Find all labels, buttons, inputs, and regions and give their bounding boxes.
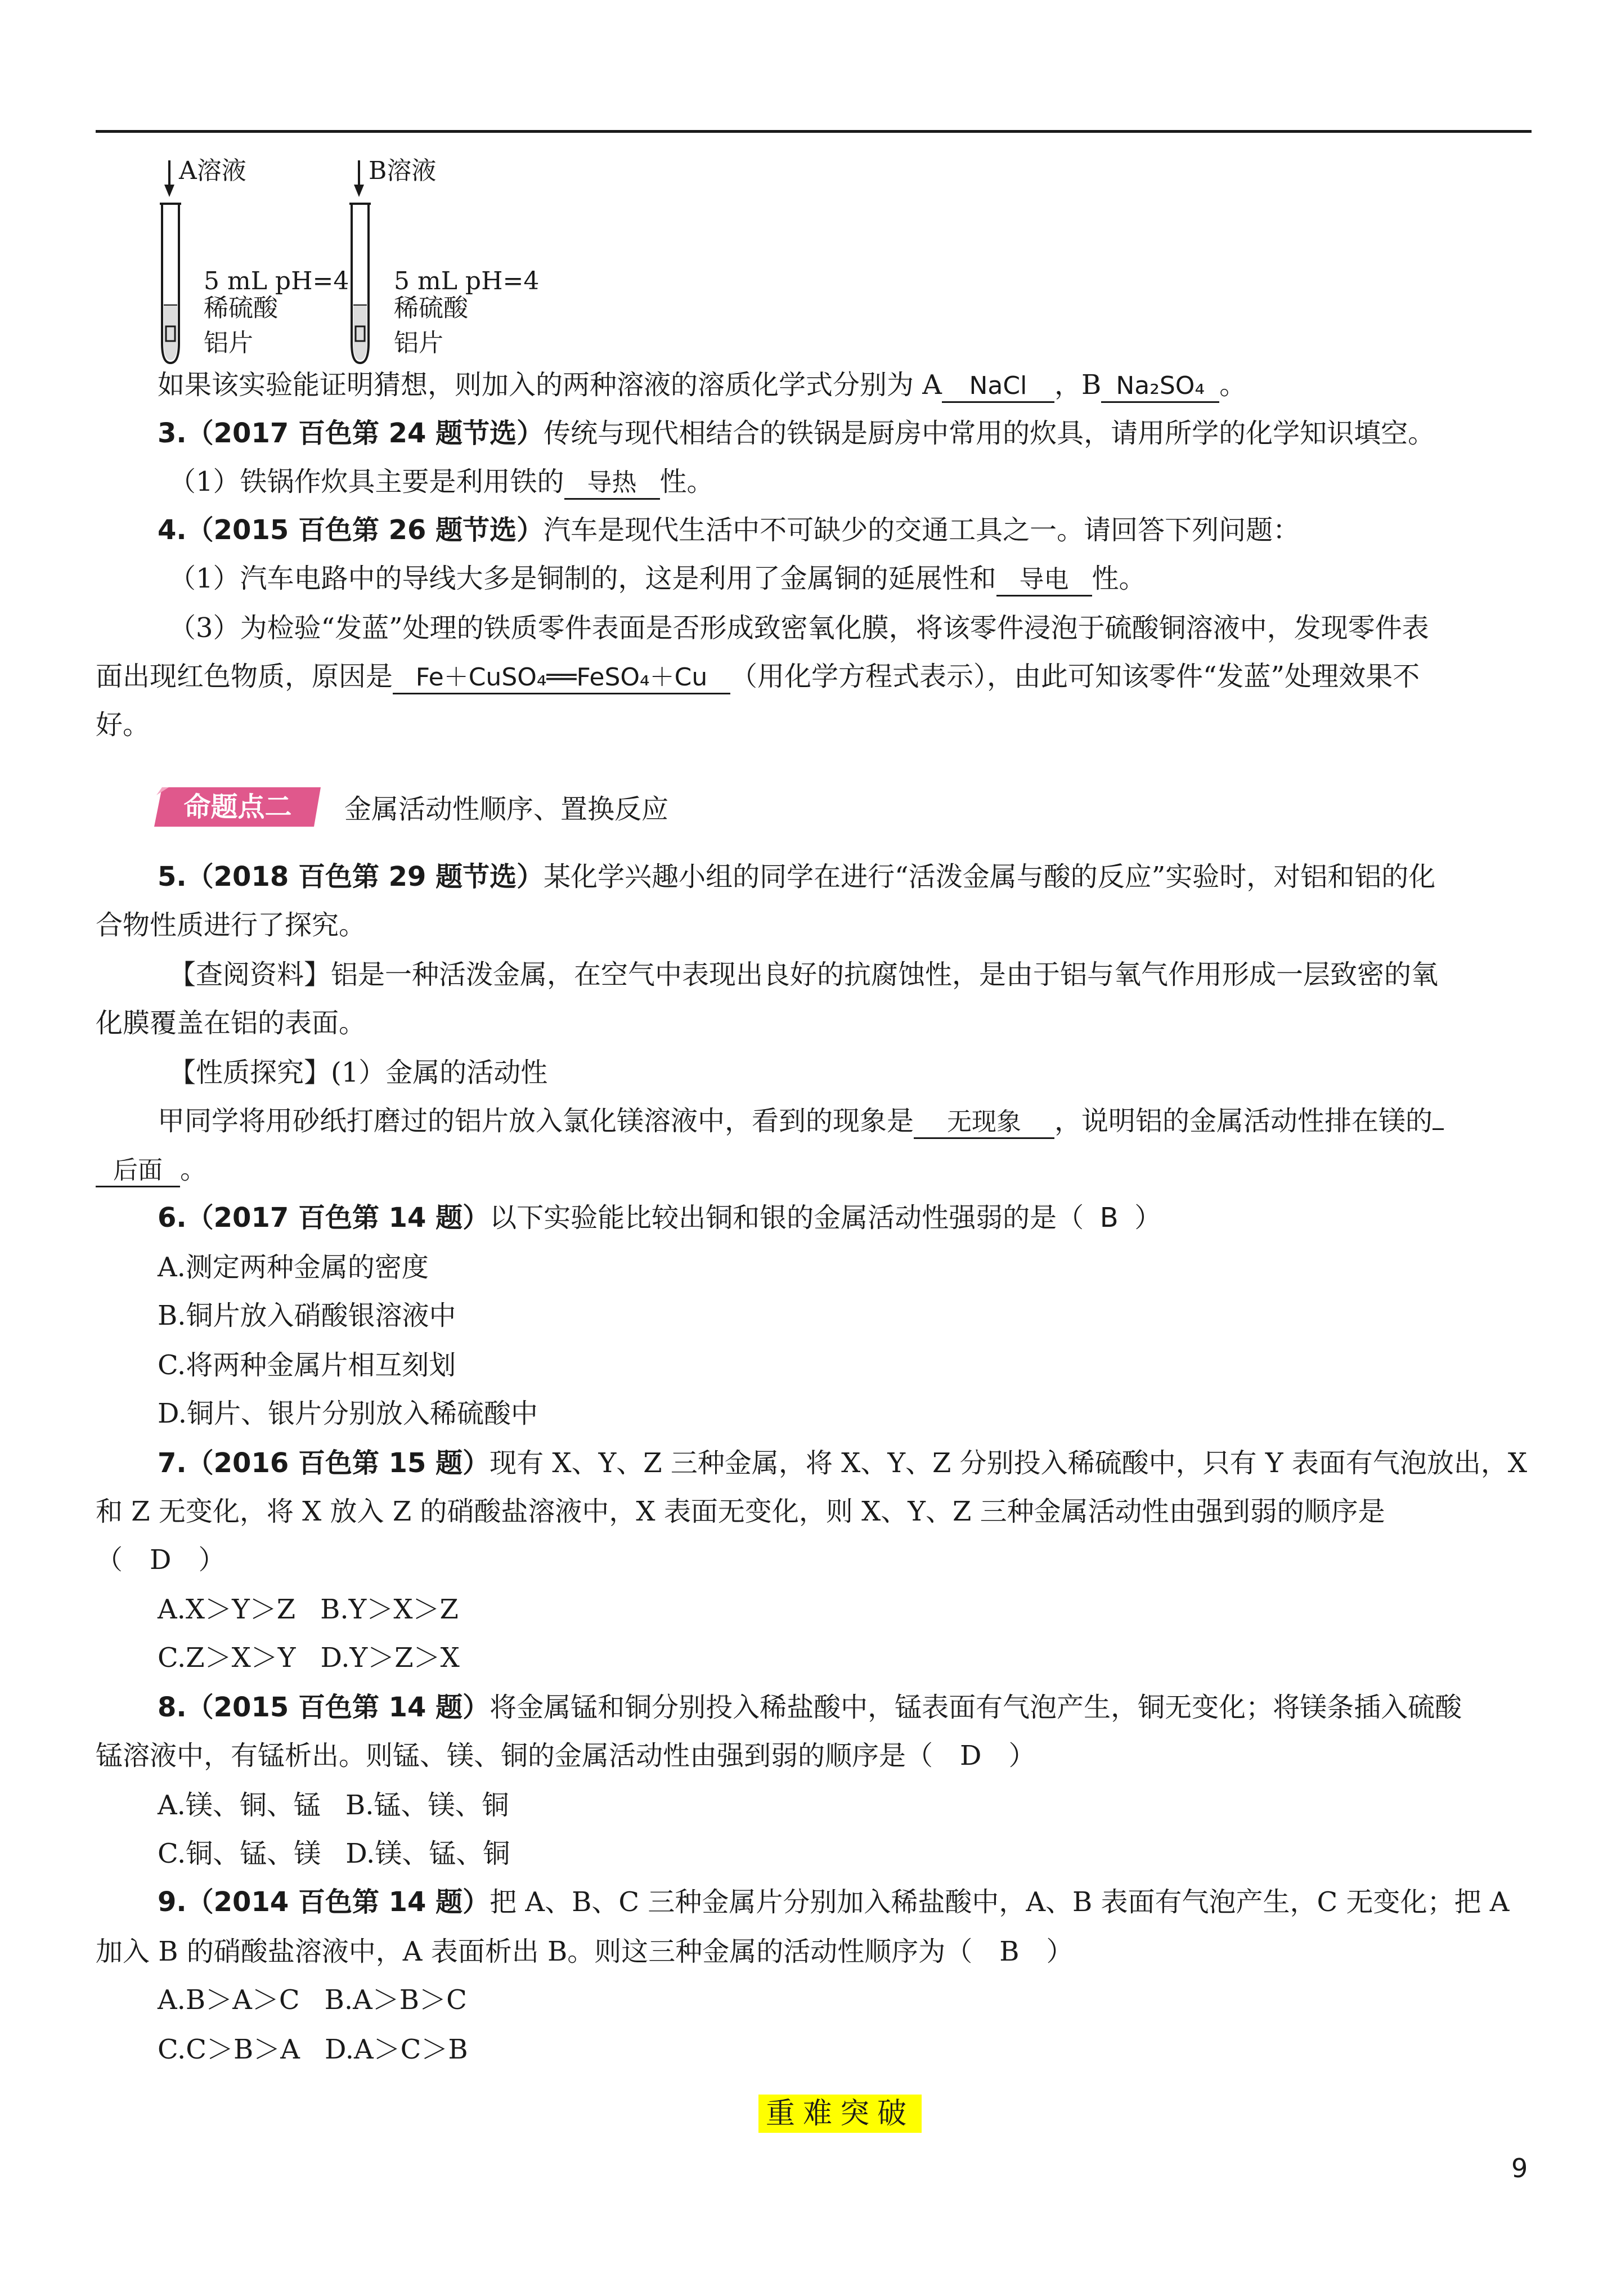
q5-experiment xyxy=(158,1104,1598,1139)
q6-option-d: D.铜片、银片分别放入稀硫酸中 xyxy=(158,1398,538,1429)
q2-answer-line xyxy=(158,368,1598,403)
page-number: 9 xyxy=(1511,2153,1528,2183)
q6-option-c: C.将两种金属片相互刻划 xyxy=(158,1349,456,1381)
q6-text: 以下实验能比较出铜和银的金属活动性强弱的是（ xyxy=(490,1202,1084,1234)
q2-answer-a: NaCl xyxy=(942,371,1054,403)
q4-sub1-answer: 导电 xyxy=(996,564,1092,597)
q8-option-c: C.铜、锰、镁 xyxy=(158,1838,321,1869)
test-tube-a xyxy=(151,158,201,383)
tube-b-label: B溶液 xyxy=(369,156,437,185)
q7-options-cd xyxy=(158,1641,1598,1675)
q8-line2: 锰溶液中，有锰析出。则锰、镁、铜的金属活动性由强到弱的顺序是（ D ） xyxy=(96,1740,1036,1772)
q9-line1 xyxy=(158,1885,1598,1919)
q5-source: （2018 百色第 29 题节选） xyxy=(186,861,544,893)
q7-text: 现有 X、Y、Z 三种金属，将 X、Y、Z 分别投入稀硫酸中，只有 Y 表面有气泡放出，X xyxy=(490,1447,1528,1479)
tube-a-acid: 稀硫酸 xyxy=(204,294,278,322)
q7-option-c: C.Z＞X＞Y xyxy=(158,1642,296,1674)
q8-text: 将金属锰和铜分别投入稀盐酸中，锰表面有气泡产生，铜无变化；将镁条插入硫酸 xyxy=(490,1692,1462,1723)
q2-text-b: ，B xyxy=(1054,369,1102,401)
q7-number: 7. xyxy=(158,1447,187,1479)
q5-answer-2: 后面 xyxy=(96,1155,180,1187)
q9-options-cd xyxy=(158,2033,1598,2066)
q5-exp-text: 甲同学将用砂纸打磨过的铝片放入氯化镁溶液中，看到的现象是 xyxy=(158,1105,914,1137)
q3-sub1-text: （1）铁锅作炊具主要是利用铁的 xyxy=(169,466,564,497)
q7-answer: （ D ） xyxy=(96,1544,226,1576)
q8-options-cd xyxy=(158,1837,1598,1871)
test-tube-b xyxy=(340,158,391,383)
q5-ref-line1: 【查阅资料】铝是一种活泼金属，在空气中表现出良好的抗腐蚀性，是由于铝与氧气作用形成一层致密的氧 xyxy=(169,959,1439,990)
q5-number: 5. xyxy=(158,861,187,893)
q9-option-c: C.C＞B＞A xyxy=(158,2034,300,2065)
q4-sub3-answer: Fe＋CuSO₄══FeSO₄＋Cu xyxy=(393,662,730,694)
q5-line2: 合物性质进行了探究。 xyxy=(96,909,366,941)
q6-stem xyxy=(158,1201,1598,1235)
section-badge: 命题点二 xyxy=(183,791,292,823)
q8-source: （2015 百色第 14 题） xyxy=(186,1692,490,1723)
q5-ref-line2: 化膜覆盖在铝的表面。 xyxy=(96,1007,366,1039)
tube-a-label: A溶液 xyxy=(179,156,246,185)
q4-number: 4. xyxy=(158,514,187,546)
q3-sub1-answer: 导热 xyxy=(564,468,660,500)
q3-text: 传统与现代相结合的铁锅是厨房中常用的炊具，请用所学的化学知识填空。 xyxy=(544,418,1435,449)
tube-b-acid: 稀硫酸 xyxy=(394,294,468,322)
q9-source: （2014 百色第 14 题） xyxy=(186,1886,490,1918)
q5-experiment-end xyxy=(96,1153,1536,1187)
q4-sub1-end: 性。 xyxy=(1092,563,1146,594)
q9-text: 把 A、B、C 三种金属片分别加入稀盐酸中，A、B 表面有气泡产生，C 无变化；把 A xyxy=(490,1886,1510,1918)
q7-option-a: A.X＞Y＞Z xyxy=(158,1594,296,1625)
q5-text: 某化学兴趣小组的同学在进行“活泼金属与酸的反应”实验时，对铝和铝的化 xyxy=(544,861,1436,893)
q3-source: （2017 百色第 24 题节选） xyxy=(186,418,544,449)
q6-answer: B xyxy=(1099,1202,1119,1234)
header-rule xyxy=(96,130,1532,133)
q9-line2: 加入 B 的硝酸盐溶液中，A 表面析出 B。则这三种金属的活动性顺序为（ B ） xyxy=(96,1936,1074,1967)
q6-option-b: B.铜片放入硝酸银溶液中 xyxy=(158,1300,456,1331)
q8-option-a: A.镁、铜、锰 xyxy=(158,1790,321,1821)
q8-options-ab xyxy=(158,1788,1598,1822)
q2-answer-b: Na₂SO₄ xyxy=(1101,371,1219,403)
q7-option-b: B.Y＞X＞Z xyxy=(320,1594,459,1625)
q5-exp-end: 。 xyxy=(180,1154,208,1185)
q4-sub1-text: （1）汽车电路中的导线大多是铜制的，这是利用了金属铜的延展性和 xyxy=(169,563,996,594)
q4-sub3-text: 面出现红色物质，原因是 xyxy=(96,661,393,692)
tube-b-metal: 铝片 xyxy=(394,329,443,357)
q4-stem xyxy=(158,513,1598,547)
section-title: 金属活动性顺序、置换反应 xyxy=(344,793,669,825)
q5-line1 xyxy=(158,860,1598,894)
tube-b-volume: 5 mL pH=4 xyxy=(394,267,540,295)
q3-sub1 xyxy=(169,465,1609,500)
q7-source: （2016 百色第 15 题） xyxy=(186,1447,490,1479)
q4-sub1 xyxy=(169,562,1609,597)
q3-number: 3. xyxy=(158,418,187,449)
q9-option-d: D.A＞C＞B xyxy=(324,2034,468,2065)
q8-line1 xyxy=(158,1690,1598,1724)
q9-options-ab xyxy=(158,1983,1598,2017)
q8-number: 8. xyxy=(158,1692,187,1723)
q9-option-a: A.B＞A＞C xyxy=(158,1984,300,2016)
q7-line2: 和 Z 无变化，将 X 放入 Z 的硝酸盐溶液中，X 表面无变化，则 X、Y、Z 三种金属活动性由强到弱的顺序是 xyxy=(96,1496,1385,1527)
q9-option-b: B.A＞B＞C xyxy=(324,1984,467,2016)
q6-source: （2017 百色第 14 题） xyxy=(186,1202,490,1234)
q8-option-b: B.锰、镁、铜 xyxy=(345,1790,509,1821)
q4-sub3-line1: （3）为检验“发蓝”处理的铁质零件表面是否形成致密氧化膜，将该零件浸泡于硫酸铜溶液中，发现零件表 xyxy=(169,612,1429,644)
q3-sub1-end: 性。 xyxy=(659,466,714,497)
q5-exp-text-b: ，说明铝的金属活动性排在镁的 xyxy=(1054,1105,1433,1137)
q6-number: 6. xyxy=(158,1202,187,1234)
tube-a-metal: 铝片 xyxy=(204,329,253,357)
q5-answer-gap xyxy=(1433,1128,1444,1130)
section-banner: 重难突破 xyxy=(758,2095,922,2133)
q6-close: ） xyxy=(1134,1202,1162,1234)
q8-option-d: D.镁、锰、铜 xyxy=(345,1838,510,1869)
q5-explore: 【性质探究】(1）金属的活动性 xyxy=(169,1057,548,1088)
q4-text: 汽车是现代生活中不可缺少的交通工具之一。请回答下列问题： xyxy=(544,514,1300,546)
tube-a-volume: 5 mL pH=4 xyxy=(204,267,349,295)
q6-option-a: A.测定两种金属的密度 xyxy=(158,1252,429,1283)
q7-line1 xyxy=(158,1446,1598,1480)
q4-source: （2015 百色第 26 题节选） xyxy=(186,514,544,546)
q2-text-a: 如果该实验能证明猜想，则加入的两种溶液的溶质化学式分别为 A xyxy=(158,369,942,401)
q3-stem xyxy=(158,416,1598,450)
q4-sub3-text-b: （用化学方程式表示），由此可知该零件“发蓝”处理效果不 xyxy=(730,661,1420,692)
q5-answer-1: 无现象 xyxy=(914,1107,1054,1139)
q4-sub3-line2 xyxy=(96,660,1536,694)
q2-text-end: 。 xyxy=(1219,369,1247,401)
q4-sub3-line3: 好。 xyxy=(96,709,150,741)
q7-option-d: D.Y＞Z＞X xyxy=(320,1642,460,1674)
q9-number: 9. xyxy=(158,1886,187,1918)
q7-options-ab xyxy=(158,1593,1598,1626)
